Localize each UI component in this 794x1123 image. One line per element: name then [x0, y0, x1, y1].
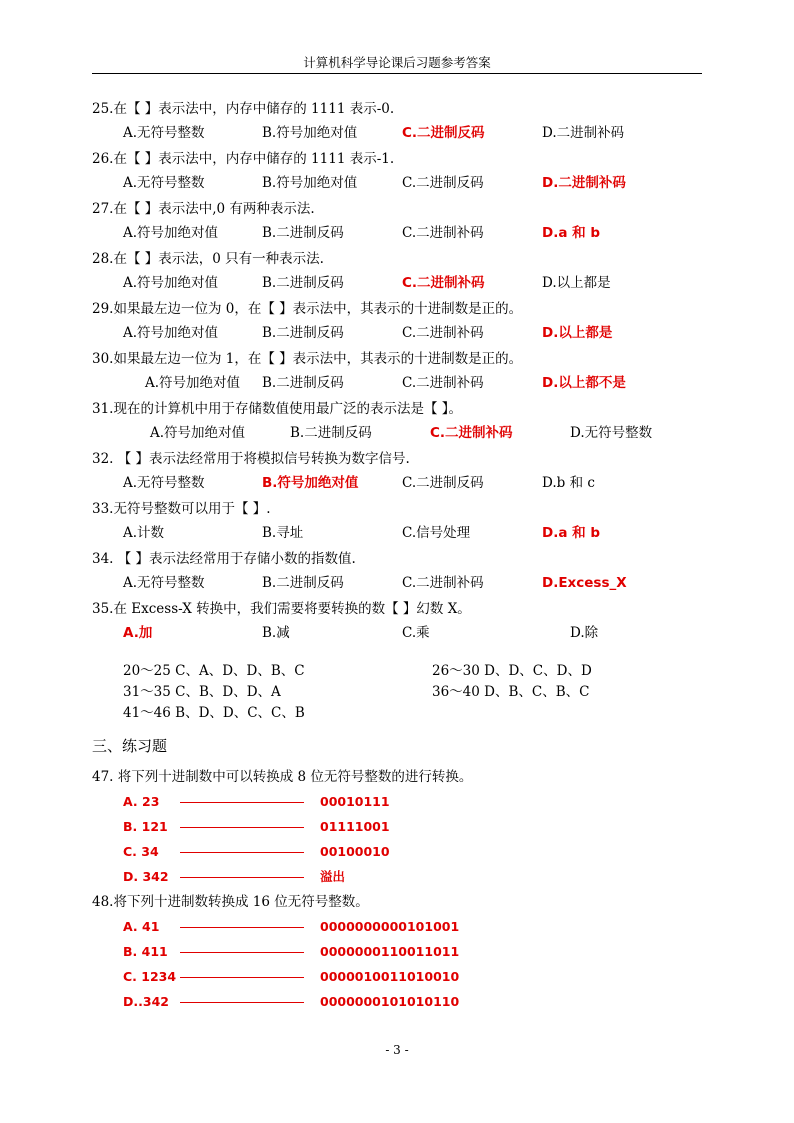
question-text: 35.在 Excess-X 转换中，我们需要将要转换的数【 】幻数 X。 [92, 601, 471, 617]
question-option: C.二进制补码 [402, 575, 484, 591]
exercise-dash-line [180, 852, 304, 853]
answer-key-line: 36～40 D、B、C、B、C [432, 684, 590, 700]
question-option: C.二进制反码 [402, 475, 484, 491]
exercise-item-result: 0000000110011011 [320, 944, 460, 959]
answer-option: C.二进制补码 [430, 425, 513, 441]
question-option: A.符号加绝对值 [123, 225, 219, 241]
exercise-item-label: B. 411 [123, 944, 168, 959]
exercise-item-label: A. 41 [123, 919, 160, 934]
question-option: C.信号处理 [402, 525, 471, 541]
exercise-item-label: A. 23 [123, 794, 160, 809]
exercise-item-result: 01111001 [320, 819, 390, 834]
question-text: 33.无符号整数可以用于【 】. [92, 501, 271, 517]
question-text: 32. 【 】表示法经常用于将模拟信号转换为数字信号. [92, 451, 410, 467]
question-text: 29.如果最左边一位为 0，在【 】表示法中，其表示的十进制数是正的。 [92, 301, 523, 317]
question-option: D.无符号整数 [570, 425, 653, 441]
question-option: A.无符号整数 [123, 475, 205, 491]
question-option: D.除 [570, 625, 599, 641]
question-option: A.符号加绝对值 [123, 325, 219, 341]
question-option: B.二进制反码 [262, 275, 344, 291]
question-option: B.符号加绝对值 [262, 175, 358, 191]
answer-option: D.a 和 b [542, 225, 601, 241]
answer-option: D.以上都不是 [542, 375, 626, 391]
question-option: B.符号加绝对值 [262, 125, 358, 141]
page-number: - 3 - [385, 1043, 409, 1057]
exercise-item-result: 溢出 [320, 869, 346, 884]
exercise-item-result: 0000000000101001 [320, 919, 460, 934]
question-option: A.无符号整数 [123, 125, 205, 141]
question-option: B.二进制反码 [262, 225, 344, 241]
answer-option: B.符号加绝对值 [262, 475, 359, 491]
answer-option: D.以上都是 [542, 325, 613, 341]
exercise-dash-line [180, 927, 304, 928]
answer-key-line: 20～25 C、A、D、D、B、C [123, 663, 305, 679]
exercise-dash-line [180, 877, 304, 878]
exercise-dash-line [180, 1002, 304, 1003]
answer-key-line: 26～30 D、D、C、D、D [432, 663, 592, 679]
question-option: B.二进制反码 [290, 425, 372, 441]
exercise-item-result: 0000010011010010 [320, 969, 460, 984]
answer-key-line: 31～35 C、B、D、D、A [123, 684, 281, 700]
question-option: C.二进制补码 [402, 225, 484, 241]
exercise-item-label: D..342 [123, 994, 169, 1009]
header-rule [92, 73, 702, 74]
answer-key-line: 41～46 B、D、D、C、C、B [123, 705, 305, 721]
question-option: C.二进制补码 [402, 325, 484, 341]
question-option: B.二进制反码 [262, 375, 344, 391]
question-option: D.以上都是 [542, 275, 611, 291]
answer-option: D.Excess_X [542, 575, 627, 591]
exercise-dash-line [180, 952, 304, 953]
question-option: A.符号加绝对值 [150, 425, 246, 441]
answer-option: D.二进制补码 [542, 175, 626, 191]
exercise-item-label: C. 1234 [123, 969, 177, 984]
question-option: A.无符号整数 [123, 175, 205, 191]
question-text: 25.在【 】表示法中，内存中储存的 1111 表示-0. [92, 101, 395, 117]
question-option: B.二进制反码 [262, 325, 344, 341]
question-text: 30.如果最左边一位为 1，在【 】表示法中，其表示的十进制数是正的。 [92, 351, 523, 367]
exercise-47-text: 47. 将下列十进制数中可以转换成 8 位无符号整数的进行转换。 [92, 769, 473, 785]
exercise-dash-line [180, 827, 304, 828]
exercise-item-result: 0000000101010110 [320, 994, 460, 1009]
answer-option: C.二进制补码 [402, 275, 485, 291]
question-option: A.无符号整数 [123, 575, 205, 591]
exercise-item-label: C. 34 [123, 844, 159, 859]
question-text: 26.在【 】表示法中，内存中储存的 1111 表示-1. [92, 151, 395, 167]
question-text: 28.在【 】表示法，0 只有一种表示法. [92, 251, 324, 267]
exercise-item-result: 00100010 [320, 844, 390, 859]
exercise-item-label: D. 342 [123, 869, 169, 884]
exercise-48-text: 48.将下列十进制数转换成 16 位无符号整数。 [92, 894, 369, 910]
question-option: B.减 [262, 625, 290, 641]
question-text: 34. 【 】表示法经常用于存储小数的指数值. [92, 551, 356, 567]
question-text: 31.现在的计算机中用于存储数值使用最广泛的表示法是【 】。 [92, 401, 463, 417]
question-option: D.b 和 c [542, 475, 595, 491]
question-option: D.二进制补码 [542, 125, 625, 141]
question-option: C.二进制反码 [402, 175, 484, 191]
exercise-item-label: B. 121 [123, 819, 168, 834]
answer-option: A.加 [123, 625, 153, 641]
exercise-dash-line [180, 802, 304, 803]
section-title: 三、练习题 [92, 737, 168, 755]
question-option: C.乘 [402, 625, 430, 641]
question-option: A.计数 [123, 525, 165, 541]
answer-option: C.二进制反码 [402, 125, 485, 141]
question-option: A.符号加绝对值 [123, 275, 219, 291]
question-option: A.符号加绝对值 [145, 375, 241, 391]
question-option: B.寻址 [262, 525, 304, 541]
exercise-item-result: 00010111 [320, 794, 390, 809]
answer-option: D.a 和 b [542, 525, 601, 541]
page-header: 计算机科学导论课后习题参考答案 [303, 55, 491, 70]
question-text: 27.在【 】表示法中,0 有两种表示法. [92, 201, 315, 217]
exercise-dash-line [180, 977, 304, 978]
question-option: B.二进制反码 [262, 575, 344, 591]
question-option: C.二进制补码 [402, 375, 484, 391]
